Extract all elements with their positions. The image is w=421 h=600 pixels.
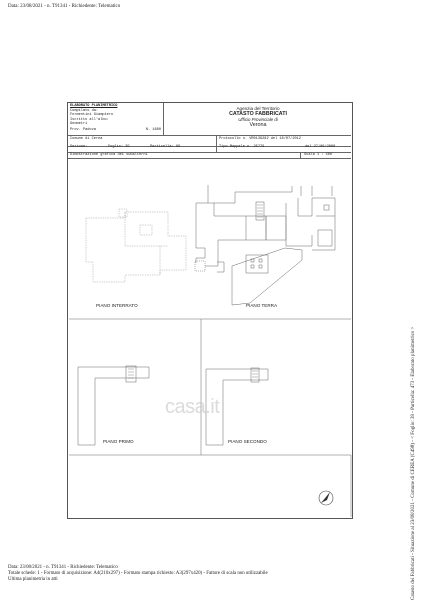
agency-line4: Verona — [249, 122, 267, 128]
label-piano-terra: PIANO TERRA — [246, 303, 278, 308]
header-line: Data: 23/08/2021 - n. T91341 - Richiedente: Telematico — [8, 4, 121, 9]
sezione-field: Sezione: — [70, 145, 88, 149]
agency-line2: CATASTO FABBRICATI — [229, 111, 287, 117]
agency-line1: Agenzia del Territorio — [236, 106, 280, 111]
dimostrazione-field: Dimostrazione grafica dei subalterni — [70, 152, 148, 157]
tipo-mappale-field: Tipo Mappale n. 25779 — [219, 145, 265, 149]
compilato-value: Formentini Giampiero — [70, 113, 114, 118]
foglio-field: Foglio: 39 — [108, 145, 130, 149]
footer-line1: Data: 23/08/2021 - n. T91341 - Richiedente: Telematico — [8, 565, 118, 570]
compilato-label: Compilato da: — [70, 108, 99, 113]
stair-hatch — [257, 205, 263, 217]
iscritto-label: Iscritto all'albo: — [70, 117, 109, 122]
north-arrow-icon — [319, 491, 333, 505]
protocollo-field: Protocollo n. VR0139282 del 18/07/2012 — [219, 137, 301, 141]
prov-label: Prov. Padova — [70, 127, 96, 132]
agency-line3: Ufficio Provinciale di — [238, 117, 278, 122]
particella-field: Particella: 66 — [150, 145, 181, 149]
footer-line3: Ultima planimetria in atti — [8, 577, 58, 582]
footer-line2: Totale schede: 1 - Formato di acquisizione: A4(210x297) - Formato stampa richiesto: A3(297x420) - Fattore di scala non utilizzabile — [8, 571, 268, 576]
watermark-text: casa.it — [165, 396, 220, 418]
iscritto-value: Geometri — [70, 122, 88, 127]
piano-terra-plan — [195, 185, 335, 305]
stair-hatch — [128, 369, 134, 378]
piano-interrato-plan — [86, 209, 186, 282]
footer — [8, 565, 268, 583]
stair-hatch — [252, 371, 258, 377]
scala-field: Scala 1 : 500 — [304, 152, 333, 157]
label-piano-secondo: PIANO SECONDO — [228, 439, 267, 444]
piano-primo-plan — [78, 366, 149, 445]
side-caption: Catasto dei Fabbricati - Situazione al 23/08/2021 - Comune di CEREA (C498) - < Foglio: 39 - Particella: 473 - Elaborato planimetrico > — [411, 326, 416, 600]
comune-field: Comune di Cerea — [70, 137, 103, 141]
elaborato-title: ELABORATO PLANIMETRICO — [70, 104, 118, 108]
watermark-logo — [165, 396, 219, 419]
label-piano-interrato: PIANO INTERRATO — [96, 303, 138, 308]
label-piano-primo: PIANO PRIMO — [103, 439, 134, 444]
tipo-del-field: del 27/06/2000 — [305, 145, 336, 149]
prov-number: N. 1680 — [145, 127, 161, 132]
